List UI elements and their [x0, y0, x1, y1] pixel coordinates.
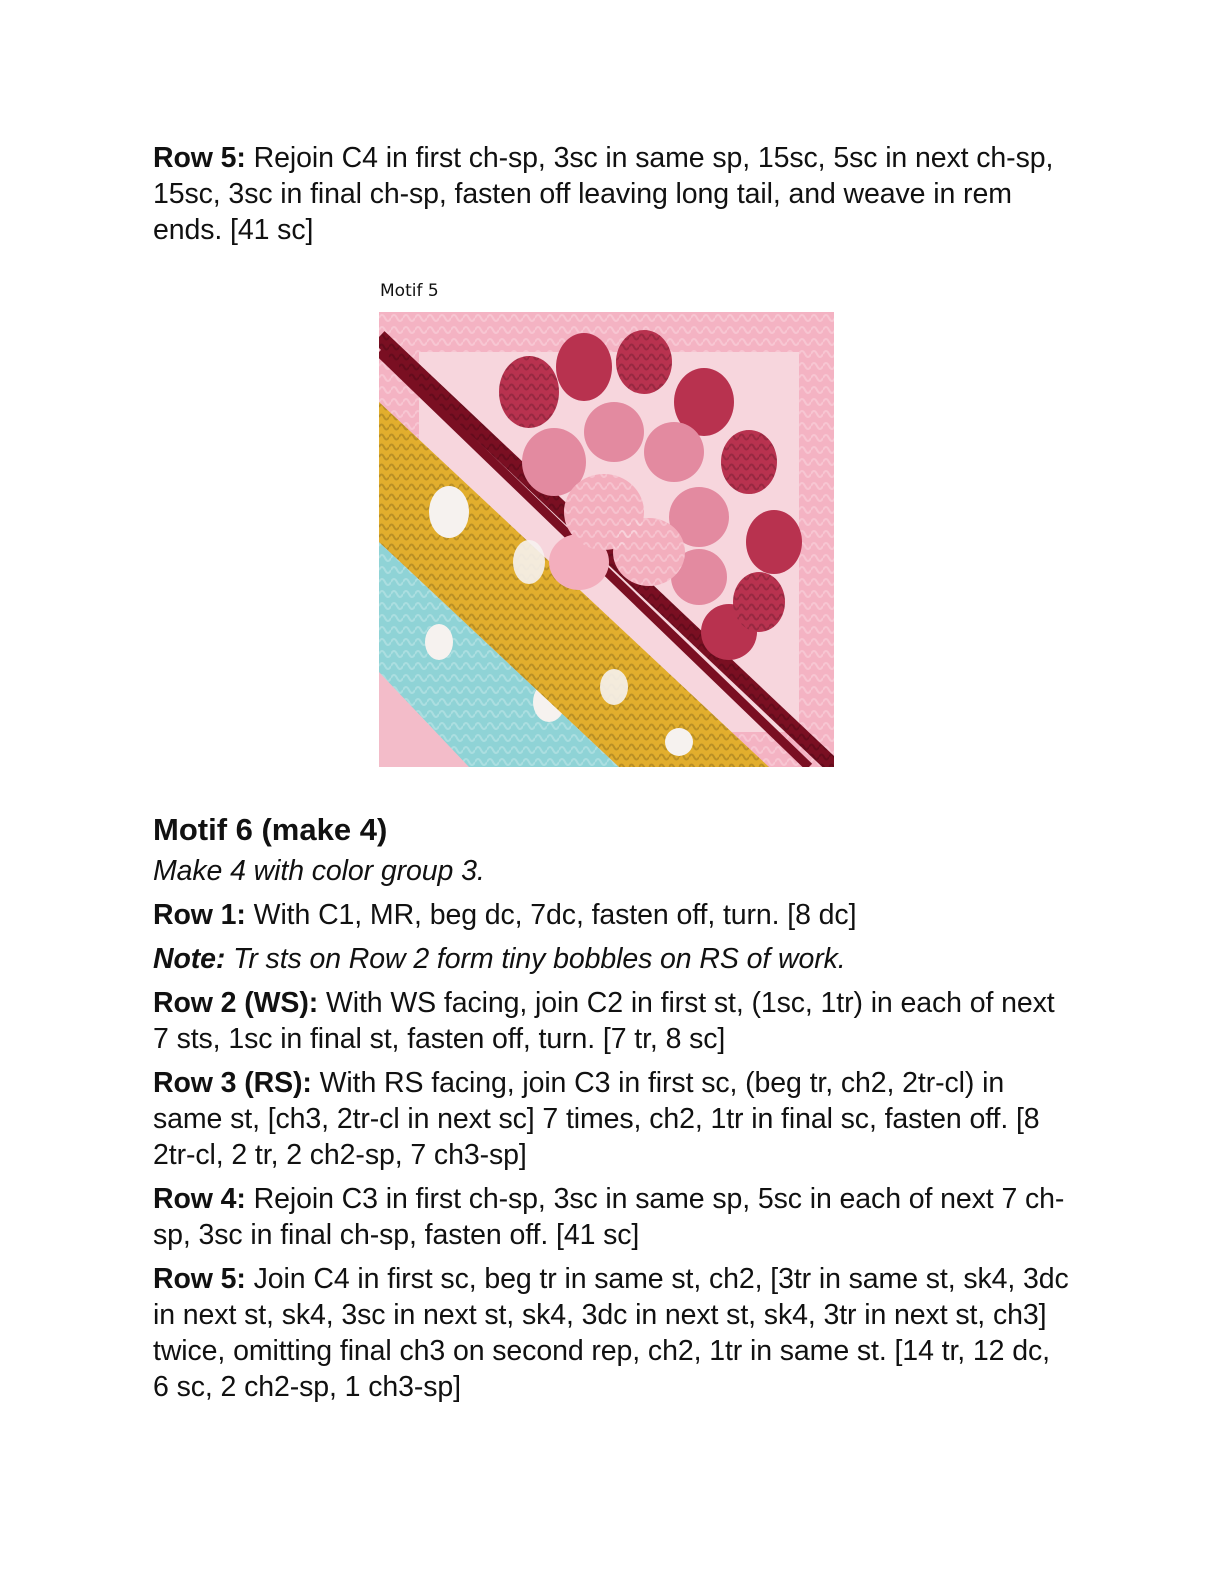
row1-paragraph: [153, 897, 1073, 933]
row4-paragraph: [153, 1181, 1073, 1253]
motif5-crochet-photo: [379, 312, 834, 767]
row4-label: Row 4:: [153, 1183, 246, 1215]
note-paragraph: [153, 941, 1073, 977]
motif6-heading: Motif 6 (make 4): [153, 812, 388, 847]
row5b-label: Row 5:: [153, 1263, 246, 1295]
row5b-text: Join C4 in first sc, beg tr in same st, ch2, [3tr in same st, sk4, 3dc in next st, sk4, 3sc in next st, sk4, 3dc in next st, sk4, 3tr in next st, ch3] twice, omitting final ch3 on second rep, ch2, 1tr in same st. [14 tr, 12 dc, 6 sc, 2 ch2-sp, 1 ch3-sp]: [153, 1263, 1069, 1403]
row2-label: Row 2 (WS):: [153, 987, 319, 1019]
row5-paragraph: [153, 140, 1073, 248]
note-text: Tr sts on Row 2 form tiny bobbles on RS of work.: [225, 943, 846, 975]
note-label: Note:: [153, 943, 226, 975]
row3-label: Row 3 (RS):: [153, 1067, 312, 1099]
row5-text: Rejoin C4 in first ch-sp, 3sc in same sp, 15sc, 5sc in next ch-sp, 15sc, 3sc in final ch-sp, fasten off leaving long tail, and weave in rem ends. [41 sc]: [153, 142, 1054, 246]
document-page: [153, 140, 1073, 1413]
row5-label: Row 5:: [153, 142, 246, 174]
row2-paragraph: [153, 985, 1073, 1057]
row3-paragraph: [153, 1065, 1073, 1173]
row2-text: With WS facing, join C2 in first st, (1sc, 1tr) in each of next 7 sts, 1sc in final st, fasten off, turn. [7 tr, 8 sc]: [153, 987, 1055, 1055]
row3-text: With RS facing, join C3 in first sc, (beg tr, ch2, 2tr-cl) in same st, [ch3, 2tr-cl in next sc] 7 times, ch2, 1tr in final sc, fasten off. [8 2tr-cl, 2 tr, 2 ch2-sp, 7 ch3-sp]: [153, 1067, 1040, 1171]
row5b-paragraph: [153, 1261, 1073, 1405]
row4-text: Rejoin C3 in first ch-sp, 3sc in same sp, 5sc in each of next 7 ch-sp, 3sc in final ch-sp, fasten off. [41 sc]: [153, 1183, 1065, 1251]
row1-label: Row 1:: [153, 899, 246, 931]
figure-caption: Motif 5: [380, 281, 439, 301]
row1-text: With C1, MR, beg dc, 7dc, fasten off, turn. [8 dc]: [245, 899, 857, 931]
motif5-figure: [379, 280, 835, 767]
motif6-intro: Make 4 with color group 3.: [153, 855, 485, 887]
